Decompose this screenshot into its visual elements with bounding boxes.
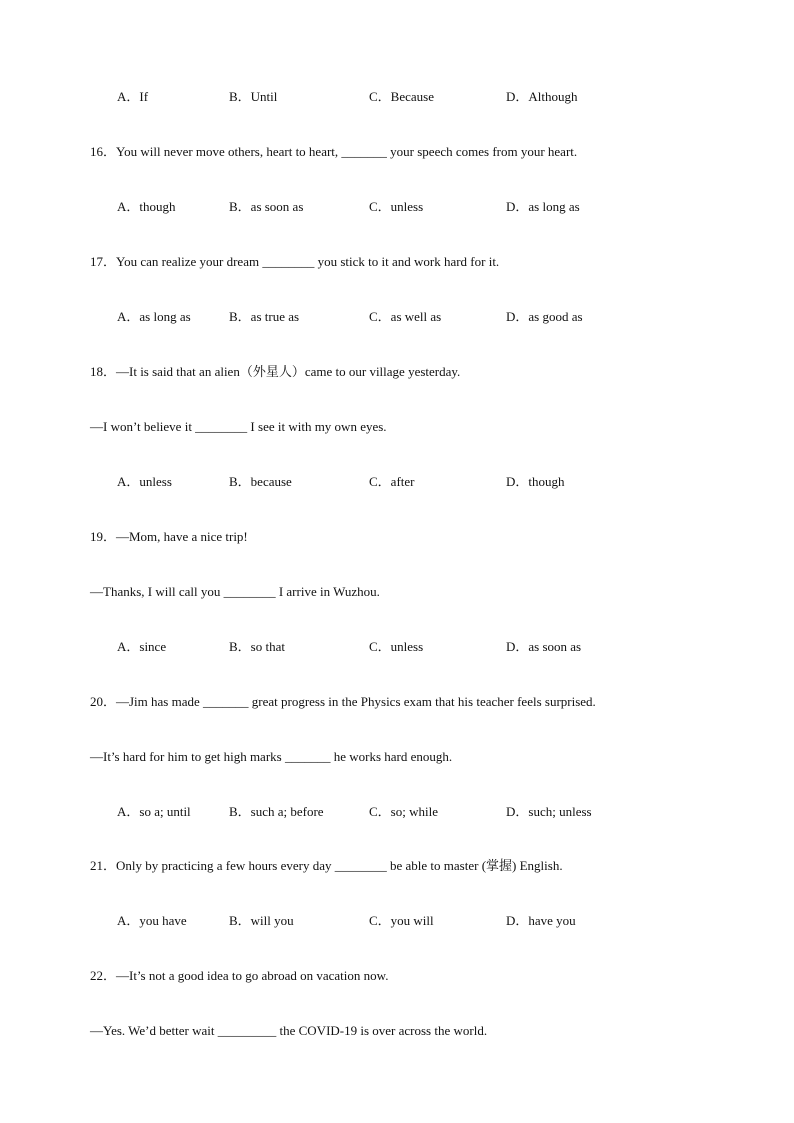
- question-20-line-1: 20．—Jim has made _______ great progress in the Physics exam that his teacher feels surprised.: [90, 694, 596, 709]
- option-b: B．as true as: [229, 309, 300, 324]
- option-b: B．because: [229, 474, 292, 489]
- option-a: A．you have: [117, 913, 187, 928]
- question-21: 21．Only by practicing a few hours every day ________ be able to master (掌握) English.: [90, 858, 563, 873]
- question-17: 17．You can realize your dream ________ you stick to it and work hard for it.: [90, 254, 500, 269]
- option-d: D．such; unless: [506, 804, 592, 819]
- option-b: B．Until: [229, 89, 278, 104]
- question-18-line-1: 18．—It is said that an alien（外星人）came to our village yesterday.: [90, 364, 461, 379]
- option-c: C．Because: [369, 89, 434, 104]
- option-b: B．will you: [229, 913, 294, 928]
- option-d: D．as soon as: [506, 639, 582, 654]
- option-a: A．unless: [117, 474, 172, 489]
- option-c: C．unless: [369, 639, 424, 654]
- option-b: B．so that: [229, 639, 285, 654]
- option-d: D．as good as: [506, 309, 583, 324]
- option-d: D．though: [506, 474, 565, 489]
- question-22-line-1: 22．—It’s not a good idea to go abroad on vacation now.: [90, 968, 389, 983]
- option-d: D．as long as: [506, 199, 580, 214]
- question-22-line-2: —Yes. We’d better wait _________ the COVID-19 is over across the world.: [90, 1023, 488, 1038]
- question-19-line-2: —Thanks, I will call you ________ I arrive in Wuzhou.: [90, 584, 380, 599]
- option-b: B．such a; before: [229, 804, 324, 819]
- option-b: B．as soon as: [229, 199, 304, 214]
- option-d: D．have you: [506, 913, 576, 928]
- question-20-line-2: —It’s hard for him to get high marks _______ he works hard enough.: [90, 749, 453, 764]
- option-c: C．after: [369, 474, 415, 489]
- option-a: A．so a; until: [117, 804, 191, 819]
- option-a: A．If: [117, 89, 149, 104]
- option-c: C．unless: [369, 199, 424, 214]
- option-c: C．you will: [369, 913, 434, 928]
- question-16: 16．You will never move others, heart to heart, _______ your speech comes from your heart.: [90, 144, 578, 159]
- question-19-line-1: 19．—Mom, have a nice trip!: [90, 529, 248, 544]
- option-a: A．since: [117, 639, 167, 654]
- option-a: A．as long as: [117, 309, 191, 324]
- option-c: C．as well as: [369, 309, 442, 324]
- option-c: C．so; while: [369, 804, 438, 819]
- question-18-line-2: —I won’t believe it ________ I see it with my own eyes.: [90, 419, 387, 434]
- option-d: D．Although: [506, 89, 578, 104]
- option-a: A．though: [117, 199, 176, 214]
